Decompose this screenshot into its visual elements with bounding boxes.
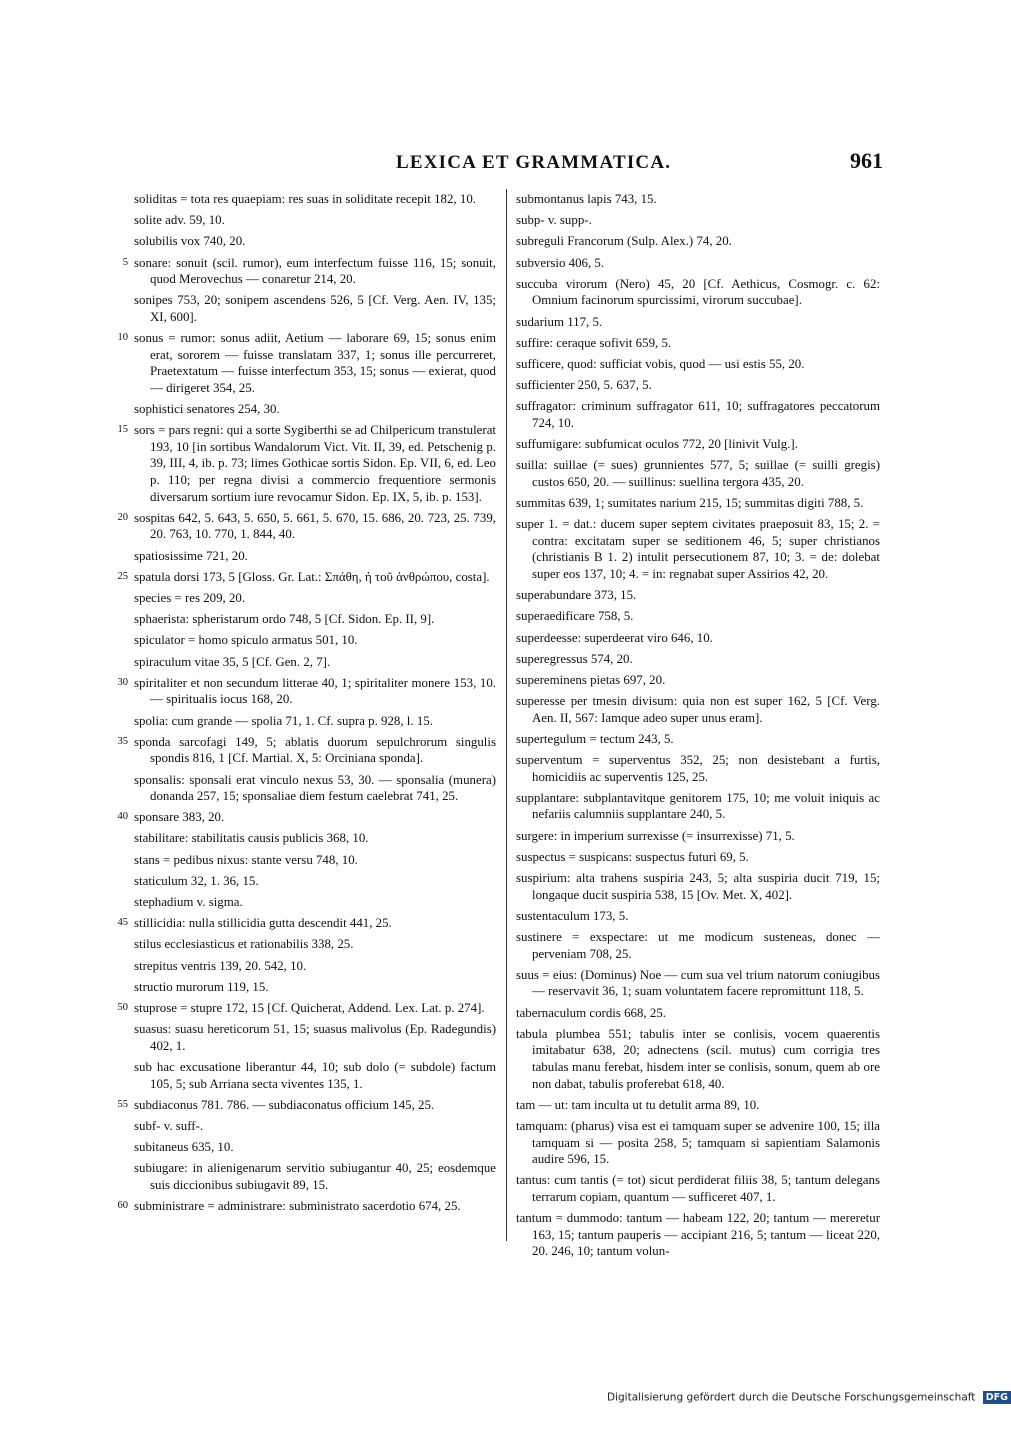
lexicon-entry	[134, 212, 496, 229]
entry-text: sponsalis: sponsali erat vinculo nexus 53, 30. — sponsalia (munera) donanda 257, 15; sponsaliae diem festum caelebrat 741, 25.	[134, 772, 496, 804]
lexicon-entry	[516, 1097, 880, 1114]
entry-text: superaedificare 758, 5.	[516, 609, 634, 624]
entry-text: suspirium: alta trahens suspiria 243, 5; alta suspiria ducit 719, 15; longaque ducit suspiria 538, 15 [Ov. Met. X, 402].	[516, 871, 880, 902]
lexicon-entry	[516, 233, 880, 250]
lexicon-entry	[134, 590, 496, 607]
lexicon-entry	[516, 255, 880, 272]
entry-text: superabundare 373, 15.	[516, 588, 637, 603]
entry-text: tantum = dummodo: tantum — habeam 122, 20; tantum — mereretur 163, 15; tantum pauperis — accipiant 216, 5; tantum — liceat 220, 20. 246, 10; tantum volun-	[516, 1211, 880, 1259]
lexicon-entry	[516, 630, 880, 647]
lexicon-entry	[134, 1139, 496, 1156]
line-number: 10	[117, 332, 128, 344]
lexicon-entry	[134, 292, 496, 325]
entry-text: suasus: suasu hereticorum 51, 15; suasus malivolus (Ep. Radegundis) 402, 1.	[134, 1022, 496, 1053]
entry-text: spiculator = homo spiculo armatus 501, 10.	[134, 633, 358, 648]
entry-text: staticulum 32, 1. 36, 15.	[134, 873, 259, 888]
lexicon-entry	[117, 569, 496, 586]
lexicon-entry	[516, 436, 880, 453]
lexicon-entry	[516, 1172, 880, 1205]
lexicon-entry	[134, 632, 496, 649]
entry-text: superesse per tmesin divisum: quia non est super 162, 5 [Cf. Verg. Aen. II, 567: Iamque adeo super unus eram].	[516, 694, 880, 725]
page-header	[0, 148, 1000, 178]
lexicon-entry	[134, 713, 496, 730]
entry-text: subp- v. supp-.	[516, 213, 592, 228]
lexicon-entry	[516, 356, 880, 373]
entry-text: suffragator: criminum suffragator 611, 10; suffragatores peccatorum 724, 10.	[516, 399, 880, 430]
entry-text: tabernaculum cordis 668, 25.	[516, 1005, 666, 1020]
lexicon-entry	[134, 1059, 496, 1092]
entry-text: tamquam: (pharus) visa est ei tamquam super se advenire 100, 15; illa tamquam si — posita 258, 5; tamquam si sapientiam Salamonis audire 596, 15.	[516, 1118, 880, 1167]
entry-text: supplantare: subplantavitque genitorem 175, 10; me voluit iniquis ac nefariis calumniis supplantare 240, 5.	[516, 790, 880, 822]
entry-text: submontanus lapis 743, 15.	[516, 192, 657, 206]
lexicon-entry	[134, 654, 496, 671]
lexicon-entry	[516, 457, 880, 490]
entry-text: tam — ut: tam inculta ut tu detulit arma 89, 10.	[516, 1097, 760, 1112]
line-number: 60	[117, 1200, 128, 1212]
dfg-logo: DFG	[983, 1391, 1011, 1404]
entry-text: stilus ecclesiasticus et rationabilis 338, 25.	[134, 937, 354, 952]
entry-text: sonus = rumor: sonus adiit, Aetium — laborare 69, 15; sonus enim erat, sororem — fuisse translatam 337, 1; sonus ille percurreret, Praetextatum — fuisse interfectum 353, 15; sonus — exierat, quod — dirigeret 354, 25.	[134, 331, 496, 395]
entry-text: summitas 639, 1; sumitates narium 215, 15; summitas digiti 788, 5.	[516, 496, 864, 511]
lexicon-entry	[516, 608, 880, 625]
lexicon-entry	[134, 401, 496, 418]
entry-text: spiraculum vitae 35, 5 [Cf. Gen. 2, 7].	[134, 654, 331, 669]
line-number: 25	[117, 570, 128, 582]
page-number: 961	[850, 148, 883, 173]
lexicon-entry	[134, 979, 496, 996]
lexicon-entry	[516, 335, 880, 352]
entry-text: subreguli Francorum (Sulp. Alex.) 74, 20.	[516, 234, 732, 249]
lexicon-entry	[134, 772, 496, 805]
entry-text: solite adv. 59, 10.	[134, 213, 225, 228]
lexicon-entry	[117, 809, 496, 826]
lexicon-entry	[134, 873, 496, 890]
entry-text: super 1. = dat.: ducem super septem civitates praeposuit 83, 15; 2. = contra: excitatam super se seditionem 46, 5; super christianos (christianis B 1. 2) intulit persecutionem 87, 10; 3. = de: dolebat super eos 137, 10; 4. = in: regnabat super Assirios 42, 20.	[516, 517, 880, 581]
funding-notice: Digitalisierung gefördert durch die Deutsche Forschungsgemeinschaft	[607, 1391, 976, 1404]
entry-text: sponda sarcofagi 149, 5; ablatis duorum sepulchrorum singulis spondis 816, 1 [Cf. Martial. X, 5: Orciniana sponda].	[134, 734, 496, 766]
lexicon-entry	[122, 255, 496, 288]
lexicon-entry	[516, 1026, 880, 1092]
entry-text: sonare: sonuit (scil. rumor), eum interfectum fuisse 116, 15; sonuit, quod Merovechus — conaretur 214, 20.	[134, 255, 496, 287]
entry-text: tabula plumbea 551; tabulis inter se conlisis, vocem quaerentis imitabatur 638, 20; adnectens (scil. mutus) cum corrigia tres tabulas manu ferebat, hisdem inter se conlisis, sonum, quem ab ore non dabat, tabulis proferebat 618, 40.	[516, 1026, 880, 1091]
entry-text: stephadium v. sigma.	[134, 895, 243, 910]
entry-text: supertegulum = tectum 243, 5.	[516, 731, 674, 746]
entry-text: superegressus 574, 20.	[516, 651, 633, 666]
entry-text: surgere: in imperium surrexisse (= insurrexisse) 71, 5.	[516, 828, 795, 843]
lexicon-entry	[516, 587, 880, 604]
lexicon-entry	[516, 495, 880, 512]
entry-text: sponsare 383, 20.	[134, 810, 225, 825]
entry-text: stillicidia: nulla stillicidia gutta descendit 441, 25.	[134, 916, 392, 931]
lexicon-entry	[134, 1160, 496, 1193]
entry-text: suus = eius: (Dominus) Noe — cum sua vel trium natorum coniugibus — reservavit 36, 1; suam voluntatem facere repromittunt 118, 5.	[516, 967, 880, 999]
line-number: 35	[117, 735, 128, 747]
lexicon-entry	[516, 1210, 880, 1260]
entry-text: subitaneus 635, 10.	[134, 1140, 234, 1155]
entry-text: subdiaconus 781. 786. — subdiaconatus officium 145, 25.	[134, 1097, 435, 1112]
lexicon-entry	[134, 233, 496, 250]
lexicon-entry	[134, 1021, 496, 1054]
entry-text: sub hac excusatione liberantur 44, 10; sub dolo (= subdole) factum 105, 5; sub Arriana secta viventes 135, 1.	[134, 1059, 496, 1091]
entry-text: suspectus = suspicans: suspectus futuri 69, 5.	[516, 849, 749, 864]
line-number: 50	[117, 1001, 128, 1013]
entry-text: stabilitare: stabilitatis causis publicis 368, 10.	[134, 831, 369, 846]
line-number: 40	[117, 811, 128, 823]
entry-text: sustinere = exspectare: ut me modicum susteneas, donec — perveniam 708, 25.	[516, 930, 880, 961]
entry-text: tantus: cum tantis (= tot) sicut perdiderat filiis 38, 5; tantum delegans terrarum copiam, quantum — sufficeret 407, 1.	[516, 1173, 880, 1204]
lexicon-entry	[516, 929, 880, 962]
lexicon-entry	[516, 1118, 880, 1168]
entry-text: strepitus ventris 139, 20. 542, 10.	[134, 958, 307, 973]
lexicon-entry	[134, 548, 496, 565]
lexicon-entry	[117, 1097, 496, 1114]
entry-text: spatiosissime 721, 20.	[134, 548, 248, 563]
entry-text: supereminens pietas 697, 20.	[516, 672, 666, 687]
lexicon-entry	[516, 908, 880, 925]
lexicon-entry	[516, 870, 880, 903]
line-number: 15	[117, 424, 128, 436]
lexicon-entry	[516, 516, 880, 582]
entry-text: structio murorum 119, 15.	[134, 979, 269, 994]
entry-text: sospitas 642, 5. 643, 5. 650, 5. 661, 5. 670, 15. 686, 20. 723, 25. 739, 20. 763, 10. 770, 1. 844, 40.	[134, 510, 496, 542]
entry-text: sudarium 117, 5.	[516, 314, 603, 329]
lexicon-entry	[516, 191, 880, 208]
entry-text: superventum = superventus 352, 25; non desistebant a furtis, homicidiis ac superventis 125, 25.	[516, 753, 880, 784]
entry-text: spatula dorsi 173, 5 [Gloss. Gr. Lat.: Σπάθη, ἡ τοῦ ἀνθρώπου, costa].	[134, 569, 490, 584]
lexicon-entry	[516, 276, 880, 309]
entry-text: sonipes 753, 20; sonipem ascendens 526, 5 [Cf. Verg. Aen. IV, 135; XI, 600].	[134, 293, 496, 324]
line-number: 30	[117, 676, 128, 688]
lexicon-entry	[117, 734, 496, 767]
entry-text: sufficienter 250, 5. 637, 5.	[516, 378, 652, 393]
entry-text: stuprose = stupre 172, 15 [Cf. Quicherat, Addend. Lex. Lat. p. 274].	[134, 1000, 485, 1015]
lexicon-entry	[134, 611, 496, 628]
lexicon-entry	[117, 1000, 496, 1017]
lexicon-entry	[516, 849, 880, 866]
entry-text: sophistici senatores 254, 30.	[134, 402, 280, 417]
line-number: 20	[117, 511, 128, 523]
entry-text: solubilis vox 740, 20.	[134, 234, 246, 249]
lexicon-entry	[134, 852, 496, 869]
line-number: 5	[122, 256, 128, 268]
line-number: 45	[117, 917, 128, 929]
entry-text: sphaerista: spheristarum ordo 748, 5 [Cf. Sidon. Ep. II, 9].	[134, 612, 435, 627]
lexicon-entry	[117, 510, 496, 543]
entry-text: sustentaculum 173, 5.	[516, 908, 629, 923]
lexicon-entry	[134, 830, 496, 847]
entry-text: subministrare = administrare: subministrato sacerdotio 674, 25.	[134, 1199, 461, 1214]
lexicon-entry	[516, 314, 880, 331]
line-number: 55	[117, 1098, 128, 1110]
lexicon-entry	[516, 967, 880, 1000]
entry-text: species = res 209, 20.	[134, 591, 246, 605]
lexicon-entry	[516, 693, 880, 726]
entry-text: sors = pars regni: qui a sorte Sygiberthi se ad Chilpericum transtulerat 193, 10 [in sortibus Wandalorum Vict. Vit. II, 39, ed. Petschenig p. 39, III, 4, ib. p. 73; limes Gothicae sortis Sidon. Ep. VII, 6, ed. Leo p. 110; per regna divisi a commercio frequentiore sermonis diversarum sortium iure revocamur Sidon. Ep. IX, 5, ib. p. 153].	[134, 423, 496, 504]
lexicon-entry	[516, 651, 880, 668]
entry-text: superdeesse: superdeerat viro 646, 10.	[516, 630, 713, 645]
right-column	[516, 191, 880, 1264]
entry-text: suffumigare: subfumicat oculos 772, 20 [linivit Vulg.].	[516, 437, 798, 452]
lexicon-entry	[516, 731, 880, 748]
lexicon-entry	[516, 212, 880, 229]
lexicon-entry	[134, 1118, 496, 1135]
running-title: LEXICA ET GRAMMATICA.	[396, 152, 672, 173]
lexicon-entry	[516, 752, 880, 785]
lexicon-entry	[134, 958, 496, 975]
lexicon-entry	[117, 330, 496, 396]
footer	[607, 1391, 1011, 1404]
entry-text: soliditas = tota res quaepiam: res suas in soliditate recepit 182, 10.	[134, 192, 476, 206]
lexicon-entry	[117, 915, 496, 932]
lexicon-entry	[117, 1198, 496, 1215]
lexicon-entry	[516, 398, 880, 431]
lexicon-entry	[117, 675, 496, 708]
entry-text: suilla: suillae (= sues) grunnientes 577, 5; suillae (= suilli gregis) custos 650, 20. — suillinus: suellina tergora 435, 20.	[516, 458, 880, 489]
entry-text: spolia: cum grande — spolia 71, 1. Cf. supra p. 928, l. 15.	[134, 713, 433, 728]
lexicon-entry	[516, 672, 880, 689]
entry-text: stans = pedibus nixus: stante versu 748, 10.	[134, 852, 358, 867]
lexicon-entry	[516, 377, 880, 394]
entry-text: subiugare: in alienigenarum servitio subiugantur 40, 25; eosdemque suis diccionibus subiugavit 89, 15.	[134, 1161, 496, 1192]
entry-text: sufficere, quod: sufficiat vobis, quod — usi estis 55, 20.	[516, 356, 805, 371]
lexicon-entry	[117, 422, 496, 505]
lexicon-entry	[516, 790, 880, 823]
lexicon-entry	[516, 1005, 880, 1022]
lexicon-entry	[516, 828, 880, 845]
lexicon-entry	[134, 894, 496, 911]
left-column	[117, 191, 496, 1219]
lexicon-entry	[134, 191, 496, 208]
entry-text: suffire: ceraque sofivit 659, 5.	[516, 335, 672, 350]
entry-text: spiritaliter et non secundum litterae 40, 1; spiritaliter monere 153, 10. — spiritualis iocus 168, 20.	[134, 675, 496, 707]
entry-text: succuba virorum (Nero) 45, 20 [Cf. Aethicus, Cosmogr. c. 62: Omnium facinorum spurcissimi, virorum succubae].	[516, 276, 880, 308]
entry-text: subf- v. suff-.	[134, 1118, 204, 1133]
entry-text: subversio 406, 5.	[516, 255, 605, 270]
lexicon-entry	[134, 936, 496, 953]
